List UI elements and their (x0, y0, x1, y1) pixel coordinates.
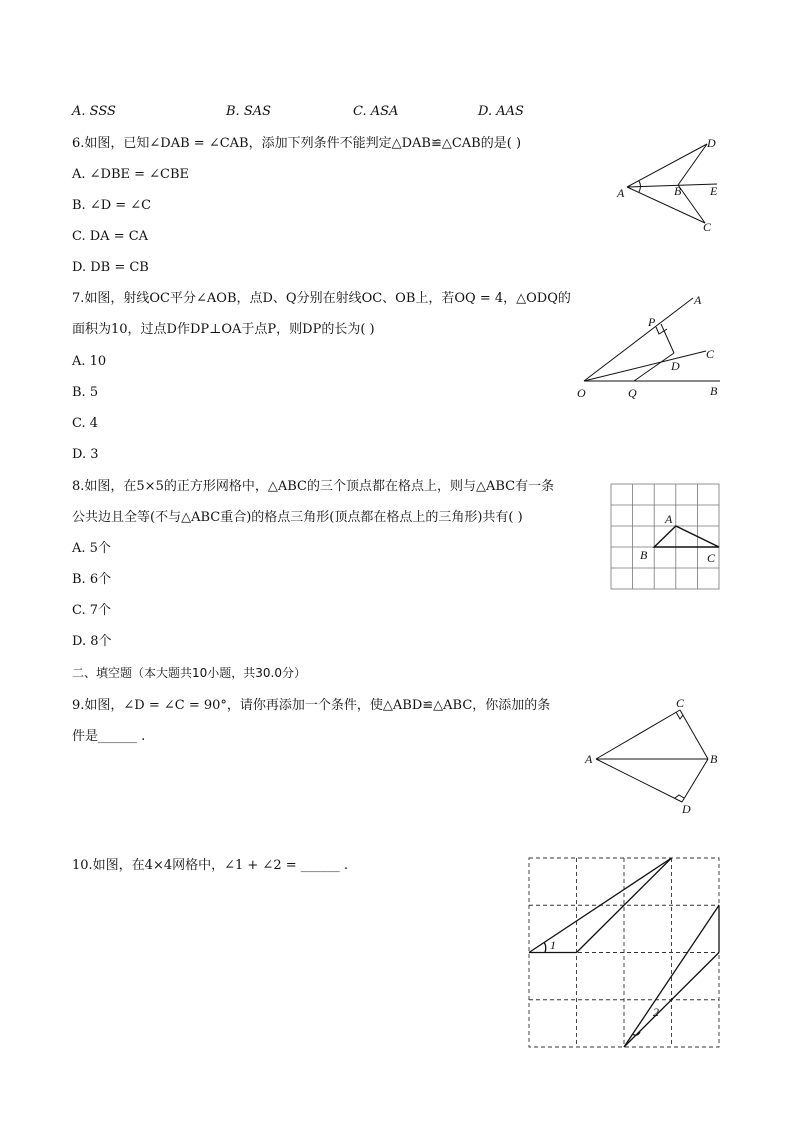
section-title-fill-in: 二、填空题（本大题共10小题，共30.0分） (72, 666, 306, 680)
q8-label-b: B (640, 548, 648, 562)
q6-segment-ac (627, 187, 705, 223)
q7-option-b: B. 5 (72, 385, 99, 400)
q10-label-2: 2 (653, 1005, 659, 1019)
q10-segment-lower-long (624, 905, 719, 1047)
q8-option-b: B. 6个 (72, 572, 112, 587)
q7-option-c: C. 4 (72, 416, 99, 431)
q6-label-b: B (674, 184, 682, 198)
q9-stem-line2: 件是______ . (72, 729, 146, 744)
q8-option-c: C. 7个 (72, 603, 112, 618)
q6-segment-bd (678, 144, 707, 185)
q6-option-c: C. DA = CA (72, 229, 149, 244)
q6-option-d: D. DB = CB (72, 260, 149, 275)
q7-label-b: B (710, 384, 718, 398)
q8-label-c: C (707, 551, 716, 565)
q7-label-o: O (577, 386, 586, 400)
q8-option-d: D. 8个 (72, 634, 112, 649)
q7-option-d: D. 3 (72, 447, 99, 462)
q6-label-e: E (710, 184, 718, 198)
q7-label-a: A (694, 293, 702, 307)
q8-option-a: A. 5个 (72, 541, 111, 556)
q6-figure (610, 132, 725, 237)
q6-segment-ad (627, 144, 707, 187)
q6-stem: 6.如图，已知∠DAB = ∠CAB，添加下列条件不能判定△DAB≌△CAB的是( ) (72, 136, 522, 151)
q8-label-a: A (665, 512, 673, 526)
q9-segment-ac (596, 710, 680, 759)
q8-triangle-abc (654, 526, 719, 547)
q9-segment-cb (680, 710, 708, 759)
q5-option-c: C. ASA (353, 104, 399, 119)
q7-ray-oc (584, 351, 706, 381)
q5-option-d: D. AAS (478, 104, 524, 119)
q10-label-1: 1 (550, 938, 556, 952)
q9-label-b: B (710, 752, 718, 766)
q6-label-a: A (617, 186, 625, 200)
q5-option-b: B. SAS (226, 104, 272, 119)
q8-figure (605, 478, 725, 594)
q7-figure (570, 288, 730, 403)
q8-stem-line2: 公共边且全等(不与△ABC重合)的格点三角形(顶点都在格点上的三角形)共有( ) (72, 510, 523, 525)
q9-right-angle-d (675, 795, 684, 798)
q6-option-a: A. ∠DBE = ∠CBE (72, 167, 190, 182)
q7-label-d: D (671, 359, 680, 373)
q7-label-q: Q (628, 386, 637, 400)
q10-figure (520, 850, 730, 1055)
q7-segment-dp (661, 324, 674, 353)
q9-label-d: D (682, 802, 691, 816)
q9-stem-line1: 9.如图，∠D = ∠C = 90°，请你再添加一个条件，使△ABD≌△ABC，你添加的条 (72, 698, 551, 713)
q9-figure (580, 692, 730, 820)
q7-label-p: P (648, 315, 656, 329)
q7-option-a: A. 10 (72, 354, 107, 369)
q6-label-c: C (703, 220, 712, 234)
q7-label-c: C (706, 347, 715, 361)
q9-segment-ad (596, 759, 682, 802)
q9-segment-db (682, 759, 708, 802)
q10-angle-1-arc (544, 942, 546, 953)
q10-stem: 10.如图，在4×4网格中，∠1 + ∠2 = ______ . (72, 858, 349, 873)
q7-stem-line1: 7.如图，射线OC平分∠AOB，点D、Q分别在射线OC、OB上，若OQ = 4，△ODQ的 (72, 291, 571, 306)
q7-stem-line2: 面积为10，过点D作DP⊥OA于点P，则DP的长为( ) (72, 322, 375, 337)
q6-option-b: B. ∠D = ∠C (72, 198, 152, 213)
q6-label-d: D (707, 136, 716, 150)
q5-option-a: A. SSS (72, 104, 116, 119)
q8-stem-line1: 8.如图，在5×5的正方形网格中，△ABC的三个顶点都在格点上，则与△ABC有一条 (72, 479, 555, 494)
q9-label-a: A (585, 752, 593, 766)
q9-label-c: C (676, 696, 685, 710)
